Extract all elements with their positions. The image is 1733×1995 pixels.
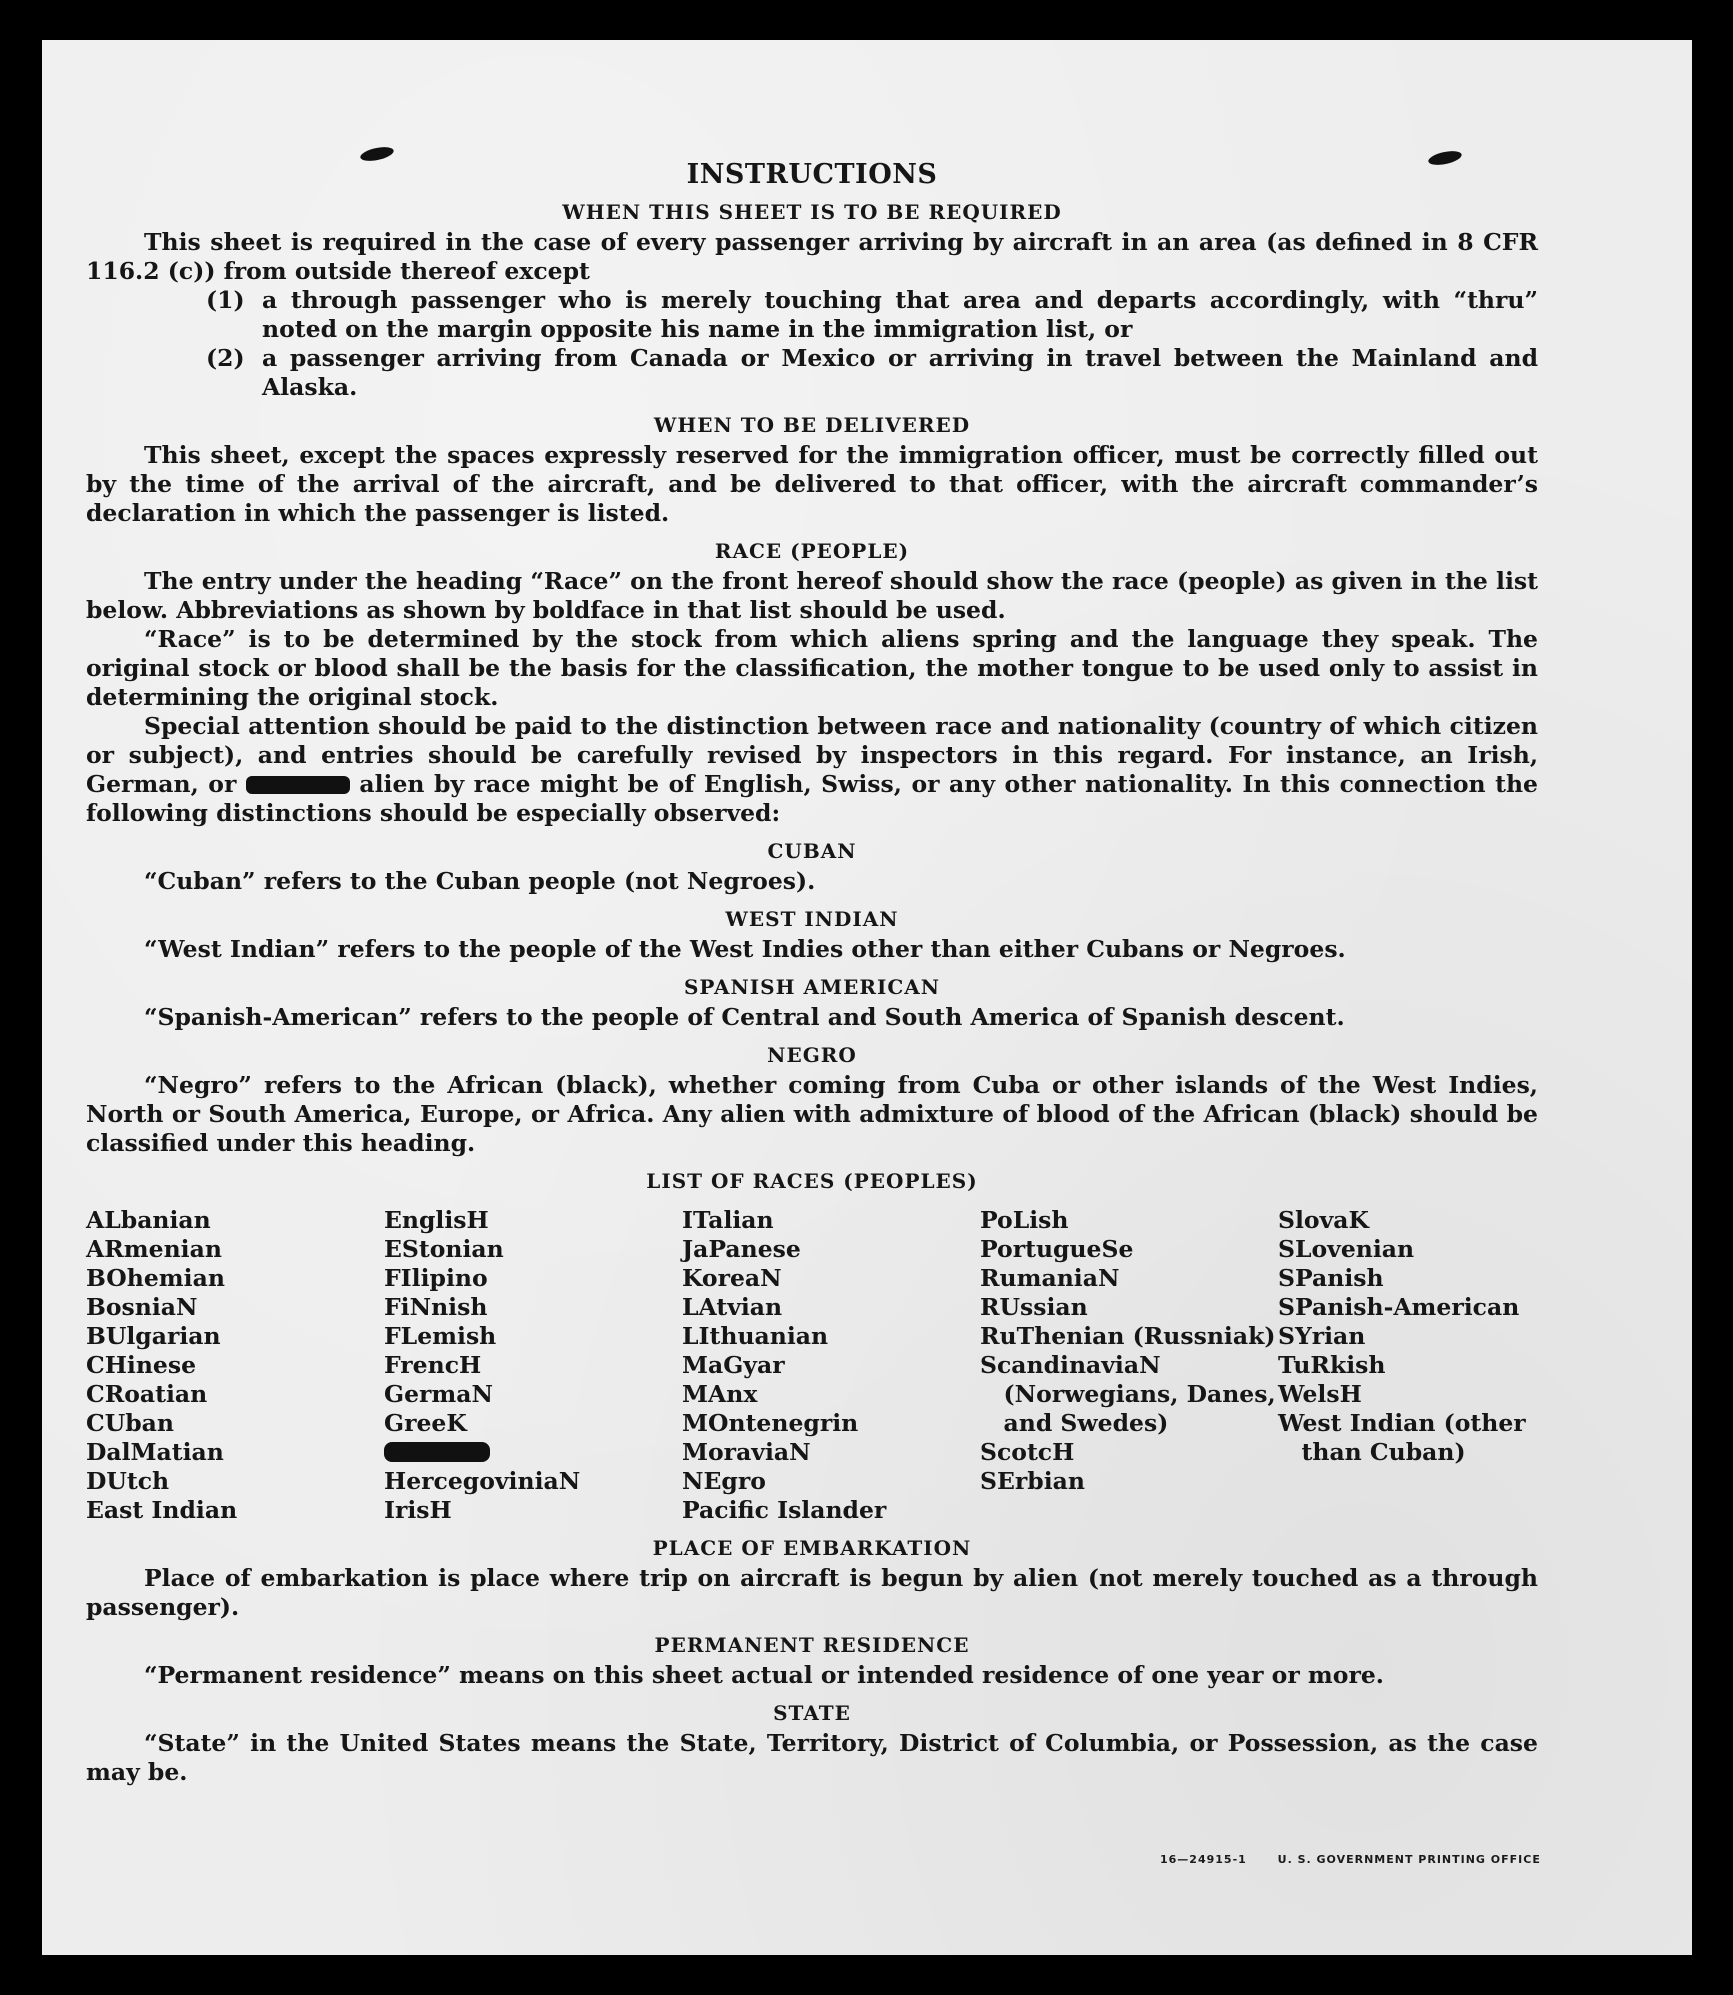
race-item: MOntenegrin [682,1409,859,1437]
instructions-content [86,160,1538,1787]
printing-office: U. S. GOVERNMENT PRINTING OFFICE [1277,1853,1541,1866]
race-item: SErbian [980,1467,1085,1495]
delivered-text: This sheet, except the spaces expressly reserved for the immigration officer, must be correctly filled out by the time of the arrival of the aircraft, and be delivered to that officer, with the aircraft commander’s declaration in which the passenger is listed. [86,441,1538,527]
race-item: DUtch [86,1467,170,1495]
section-heading-spanish-american: SPANISH AMERICAN [683,975,941,999]
exception-item [86,344,1538,402]
race-item: WelsH [1278,1380,1362,1408]
race-item: SPanish [1278,1264,1384,1292]
race-paragraph-1: The entry under the heading “Race” on the front hereof should show the race (people) as given in the list below. Abbreviations as shown by boldface in that list should be used. [86,567,1538,624]
race-item: HercegoviniaN [384,1467,581,1495]
race-item: RUssian [980,1293,1088,1321]
race-item: SlovaK [1278,1206,1369,1234]
race-item: FiNnish [384,1293,488,1321]
race-item: FrencH [384,1351,482,1379]
race-item: LAtvian [682,1293,783,1321]
residence-text: “Permanent residence” means on this sheet actual or intended residence of one year or more. [144,1661,1384,1689]
races-column-5 [1278,1206,1538,1525]
race-item: NEgro [682,1467,766,1495]
races-column-3 [682,1206,980,1525]
west-indian-text: “West Indian” refers to the people of the West Indies other than either Cubans or Negroes. [144,935,1346,963]
race-item: JaPanese [682,1235,801,1263]
race-paragraph-3-start: Special attention should be paid to the distinction between race and nationality (country of which citizen or subject), and entries should be carefully revised by inspectors in this regard. For instance, an Irish, German, or [86,712,1538,798]
race-item: RuThenian (Russniak) [980,1322,1276,1350]
race-item: CHinese [86,1351,197,1379]
page-title: INSTRUCTIONS [686,159,938,190]
spanish-american-text: “Spanish-American” refers to the people of Central and South America of Spanish descent. [144,1003,1345,1031]
required-intro: This sheet is required in the case of every passenger arriving by aircraft in an area (as defined in 8 CFR 116.2 (c)) from outside thereof except [86,228,1538,285]
race-item: ScandinaviaN (Norwegians, Danes, and Swedes) [980,1351,1276,1437]
race-item: EnglisH [384,1206,489,1234]
race-item: ALbanian [86,1206,211,1234]
race-item: SYrian [1278,1322,1366,1350]
race-item: GermaN [384,1380,493,1408]
exception-text: a through passenger who is merely touching that area and departs accordingly, with “thru” noted on the margin opposite his name in the immigration list, or [262,286,1538,343]
race-item: CUban [86,1409,174,1437]
section-heading-required: WHEN THIS SHEET IS TO BE REQUIRED [562,200,1062,224]
race-item: TuRkish [1278,1351,1386,1379]
form-number: 16—24915-1 [1160,1853,1247,1866]
race-item: ITalian [682,1206,774,1234]
race-item: FLemish [384,1322,497,1350]
exception-number: (1) [206,286,245,314]
race-item: MAnx [682,1380,758,1408]
state-text: “State” in the United States means the State, Territory, District of Columbia, or Possession, as the case may be. [86,1729,1538,1786]
printer-imprint [1160,1853,1541,1866]
exception-text: a passenger arriving from Canada or Mexico or arriving in travel between the Mainland and Alaska. [262,344,1538,401]
section-heading-state: STATE [773,1701,851,1725]
section-heading-embarkation: PLACE OF EMBARKATION [652,1536,972,1560]
redaction-mark [246,776,350,794]
race-item: IrisH [384,1496,452,1524]
section-heading-race: RACE (PEOPLE) [714,539,910,563]
race-item: GreeK [384,1409,467,1437]
race-item: MoraviaN [682,1438,811,1466]
cuban-text: “Cuban” refers to the Cuban people (not Negroes). [144,867,816,895]
section-heading-delivered: WHEN TO BE DELIVERED [653,413,971,437]
race-item: DalMatian [86,1438,224,1466]
race-item: EStonian [384,1235,504,1263]
race-item: SPanish-American [1278,1293,1520,1321]
exception-number: (2) [206,344,245,372]
race-item: PortugueSe [980,1235,1134,1263]
negro-text: “Negro” refers to the African (black), whether coming from Cuba or other islands of the West Indies, North or South America, Europe, or Africa. Any alien with admixture of blood of the African (black) should be classified under this heading. [86,1071,1538,1157]
race-item: Pacific Islander [682,1496,887,1524]
document-sheet [42,40,1692,1955]
race-item: KoreaN [682,1264,782,1292]
section-heading-negro: NEGRO [767,1043,857,1067]
race-item: MaGyar [682,1351,785,1379]
race-item: BOhemian [86,1264,225,1292]
races-column-4 [980,1206,1278,1525]
race-item-redacted [384,1438,682,1467]
race-item: ScotcH [980,1438,1075,1466]
section-heading-residence: PERMANENT RESIDENCE [654,1633,970,1657]
embarkation-text: Place of embarkation is place where trip on aircraft is begun by alien (not merely touched as a through passenger). [86,1564,1538,1621]
race-paragraph-3 [86,712,1538,828]
section-heading-cuban: CUBAN [767,839,857,863]
section-heading-west-indian: WEST INDIAN [725,907,899,931]
races-list [86,1206,1538,1525]
race-item: LIthuanian [682,1322,829,1350]
race-item: CRoatian [86,1380,208,1408]
race-item: PoLish [980,1206,1069,1234]
race-item: BUlgarian [86,1322,221,1350]
section-heading-races-list: LIST OF RACES (PEOPLES) [646,1169,978,1193]
race-item: FIlipino [384,1264,488,1292]
race-item: BosniaN [86,1293,198,1321]
race-paragraph-3-end: alien by race might be of English, Swiss, or any other nationality. In this connection the following distinctions should be especially observed: [86,770,1538,827]
races-column-1 [86,1206,384,1525]
races-column-2 [384,1206,682,1525]
race-item: RumaniaN [980,1264,1120,1292]
redaction-mark [384,1442,490,1462]
race-paragraph-2: “Race” is to be determined by the stock from which aliens spring and the language they speak. The original stock or blood shall be the basis for the classification, the mother tongue to be used only to assist in determining the original stock. [86,625,1538,711]
race-item: SLovenian [1278,1235,1415,1263]
race-item: ARmenian [86,1235,222,1263]
race-item: East Indian [86,1496,238,1524]
race-item: West Indian (other than Cuban) [1278,1409,1526,1466]
exception-item [86,286,1538,344]
